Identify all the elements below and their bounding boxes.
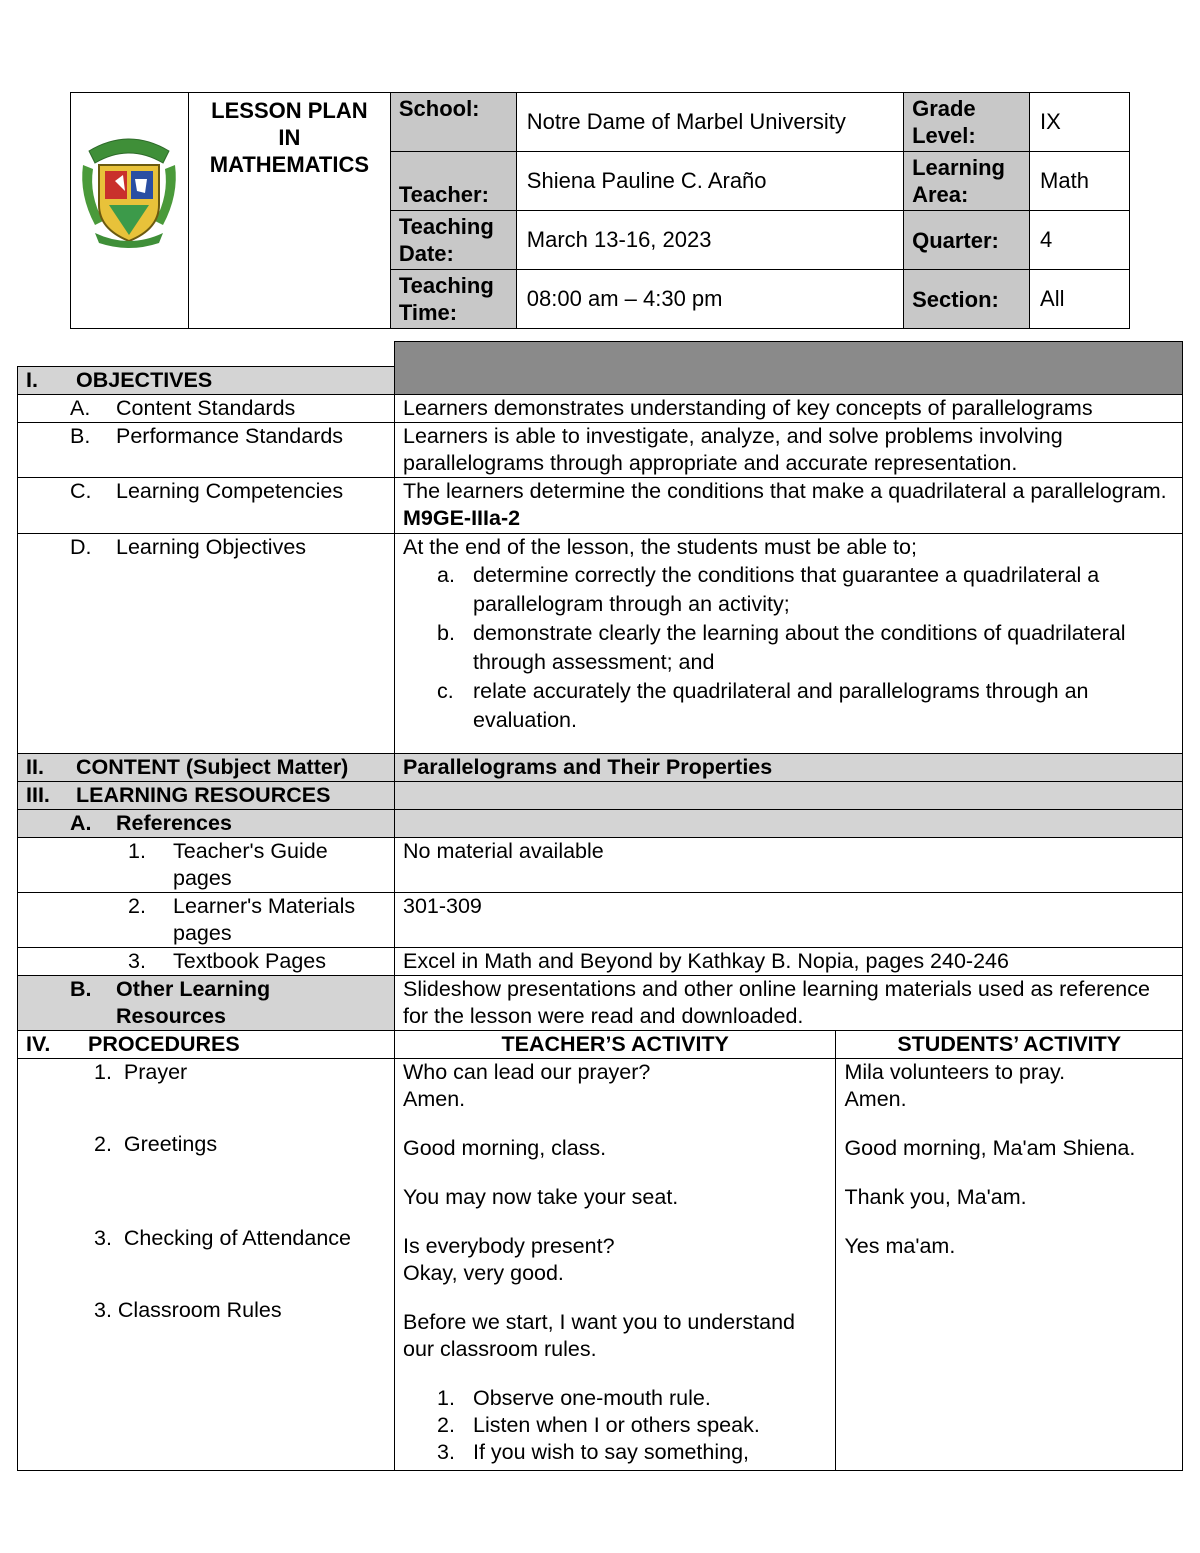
objective-item: b. demonstrate clearly the learning about the conditions of quadrilateral through assessment; and: [436, 621, 1126, 674]
title-line-2: IN: [278, 125, 301, 150]
school-seal-icon: [75, 125, 183, 249]
student-activity-heading: STUDENTS’ ACTIVITY: [836, 1031, 1183, 1059]
performance-standards-value: Learners is able to investigate, analyze, and solve problems involving parallelograms through appropriate and accurate representation.: [394, 423, 1182, 478]
objectives-intro: At the end of the lesson, the students must be able to;: [402, 535, 917, 559]
student-activity: Mila volunteers to pray. Amen. Good morning, Ma'am Shiena. Thank you, Ma'am. Yes ma'am.: [836, 1059, 1183, 1471]
lesson-plan-table: [17, 341, 1183, 1471]
quarter-value: 4: [1030, 211, 1130, 270]
school-value: Notre Dame of Marbel University: [516, 93, 903, 152]
header-table: [70, 92, 1130, 329]
school-logo-cell: [71, 93, 189, 329]
teaching-time-value: 08:00 am – 4:30 pm: [516, 270, 903, 329]
title-line-3: MATHEMATICS: [209, 152, 370, 177]
grade-level-value: IX: [1030, 93, 1130, 152]
objectives-heading: I. OBJECTIVES: [18, 367, 395, 395]
school-label: School:: [390, 93, 516, 152]
learning-objectives-label: D. Learning Objectives: [18, 534, 395, 754]
teaching-date-label: Teaching Date:: [390, 211, 516, 270]
content-heading: II. CONTENT (Subject Matter): [18, 754, 395, 782]
teachers-guide-value: No material available: [394, 838, 1182, 893]
content-standards-label: A. Content Standards: [18, 395, 395, 423]
teacher-activity: Who can lead our prayer? Amen. Good morning, class. You may now take your seat. Is everybody present? Okay, very good. Before we start, I want you to understand our classroom rules. 1. Observe one-mouth rule. 2. Listen when I or others speak. 3. If you wish to say something,: [394, 1059, 835, 1471]
teachers-guide-label: 1. Teacher's Guide pages: [18, 838, 395, 893]
teacher-activity-heading: TEACHER’S ACTIVITY: [394, 1031, 835, 1059]
lesson-plan-title: [188, 93, 390, 329]
references-heading: A. References: [18, 810, 395, 838]
procedures-heading: IV. PROCEDURES: [18, 1031, 395, 1059]
section-label: Section:: [904, 270, 1030, 329]
learners-materials-value: 301-309: [394, 893, 1182, 948]
learning-resources-heading: III. LEARNING RESOURCES: [18, 782, 395, 810]
step-attendance: 3. Checking of Attendance: [94, 1226, 351, 1250]
content-value: Parallelograms and Their Properties: [394, 754, 1182, 782]
other-resources-value: Slideshow presentations and other online learning materials used as reference for the lesson were read and downloaded.: [394, 976, 1182, 1031]
objective-item: c. relate accurately the quadrilateral and parallelograms through an evaluation.: [436, 679, 1089, 732]
step-greetings: 2. Greetings: [94, 1132, 218, 1156]
objective-item: a. determine correctly the conditions that guarantee a quadrilateral a parallelogram through an activity;: [436, 563, 1100, 616]
learning-competencies-label: C. Learning Competencies: [18, 478, 395, 534]
textbook-pages-label: 3. Textbook Pages: [18, 948, 395, 976]
rule-item: 3. If you wish to say something,: [436, 1440, 750, 1464]
step-classroom-rules: 3. Classroom Rules: [94, 1298, 282, 1322]
learning-objectives-value: [394, 534, 1182, 754]
step-prayer: 1. Prayer: [94, 1060, 188, 1084]
header-band: [394, 342, 1182, 395]
performance-standards-label: B. Performance Standards: [18, 423, 395, 478]
content-standards-value: Learners demonstrates understanding of key concepts of parallelograms: [394, 395, 1182, 423]
rule-item: 1. Observe one-mouth rule.: [436, 1386, 711, 1410]
procedure-steps: [18, 1059, 395, 1471]
competency-code: M9GE-IIIa-2: [402, 506, 521, 530]
textbook-pages-value: Excel in Math and Beyond by Kathkay B. Nopia, pages 240-246: [394, 948, 1182, 976]
learning-area-label: Learning Area:: [904, 152, 1030, 211]
learning-competencies-value: The learners determine the conditions that make a quadrilateral a parallelogram. M9GE-IIIa-2: [394, 478, 1182, 534]
grade-level-label: Grade Level:: [904, 93, 1030, 152]
teacher-label: Teacher:: [390, 152, 516, 211]
teaching-time-label: Teaching Time:: [390, 270, 516, 329]
quarter-label: Quarter:: [904, 211, 1030, 270]
learners-materials-label: 2. Learner's Materials pages: [18, 893, 395, 948]
rule-item: 2. Listen when I or others speak.: [436, 1413, 760, 1437]
teacher-value: Shiena Pauline C. Araño: [516, 152, 903, 211]
teaching-date-value: March 13-16, 2023: [516, 211, 903, 270]
other-resources-heading: B. Other Learning Resources: [18, 976, 395, 1031]
section-value: All: [1030, 270, 1130, 329]
learning-area-value: Math: [1030, 152, 1130, 211]
title-line-1: LESSON PLAN: [211, 98, 368, 123]
